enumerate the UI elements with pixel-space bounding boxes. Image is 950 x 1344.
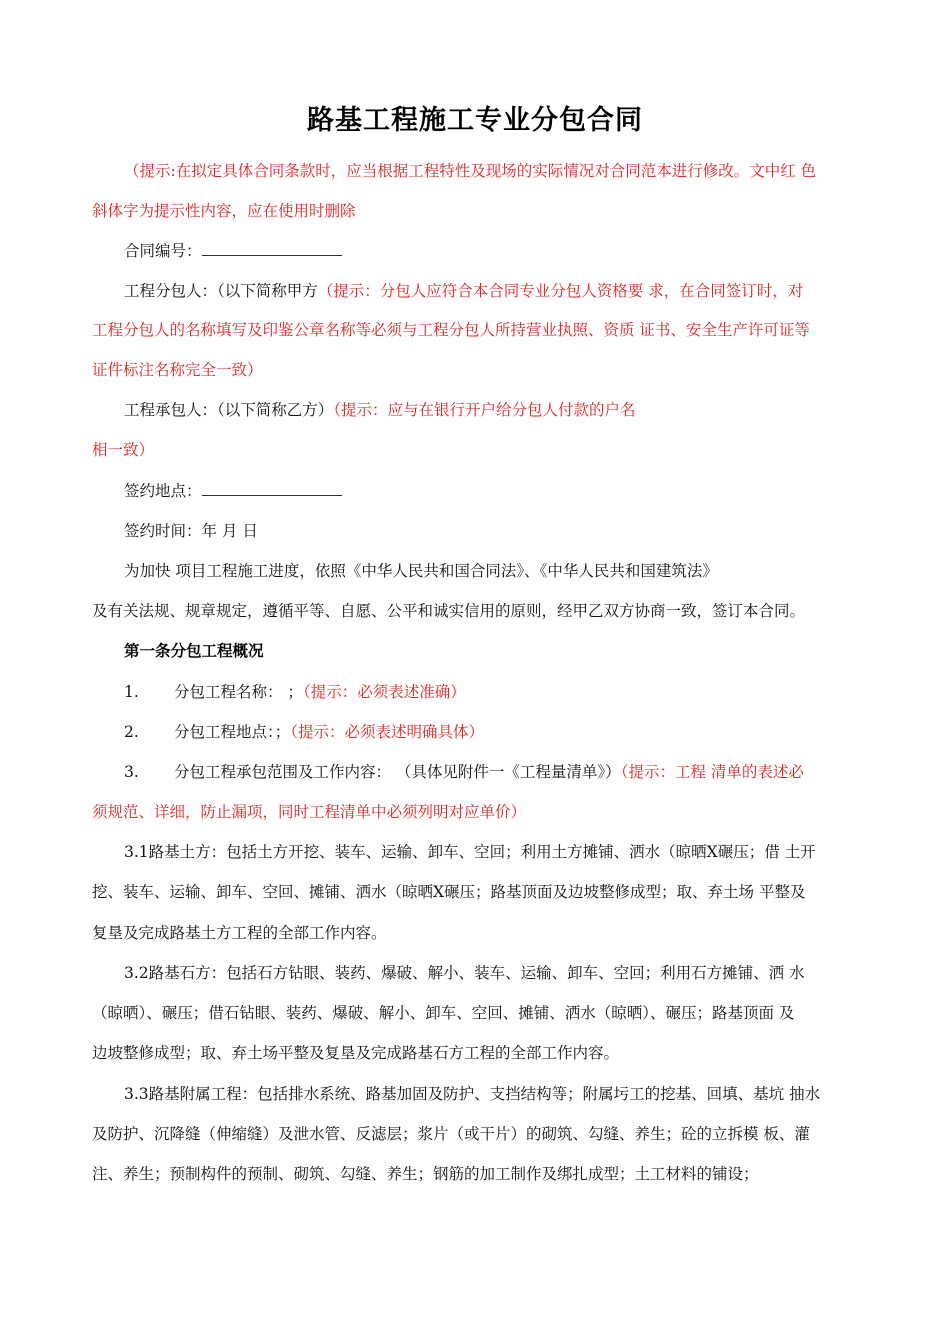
list-item-text: 分包工程名称： ； — [174, 683, 303, 701]
paragraph-3-3-line-2: 及防护、沉降缝（伸缩缝）及泄水管、反滤层；浆片（或干片）的砌筑、勾缝、养生；砼的立拆模 板、灌 — [92, 1125, 810, 1143]
contractor-hint-2: 相一致） — [92, 441, 155, 459]
list-item-hint: （提示：必须表述明确具体） — [290, 723, 485, 741]
paragraph-3-3-line-1: 3.3路基附属工程：包括排水系统、路基加固及防护、支挡结构等；附属圬工的挖基、回填、基坑 抽水 — [124, 1085, 821, 1103]
list-item-number: 1. — [124, 683, 139, 701]
list-item-hint: （提示：工程 清单的表述必 — [620, 763, 804, 781]
paragraph-3-3-line-3: 注、养生；预制构件的预制、砌筑、勾缝、养生；钢筋的加工制作及绑扎成型；土工材料的铺设； — [92, 1165, 759, 1183]
intro-hint-line-2: 斜体字为提示性内容，应在使用时删除 — [92, 202, 356, 220]
paragraph-3-1-line-2: 挖、装车、运输、卸车、空回、摊铺、洒水（晾晒X碾压；路基顶面及边坡整修成型；取、弃土场 平整及 — [92, 883, 806, 901]
paragraph-3-2-line-3: 边坡整修成型；取、弃土场平整及复垦及完成路基石方工程的全部工作内容。 — [92, 1044, 620, 1062]
sign-place-field — [124, 481, 897, 501]
list-item — [124, 762, 897, 782]
subcontractor-label: 工程分包人：（以下简称甲方 — [124, 282, 318, 300]
subcontractor-hint-1: （提示：分包人应符合本合同专业分包人资格要 求，在合同签订时，对 — [317, 282, 804, 300]
document-title: 路基工程施工专业分包合同 — [307, 105, 643, 136]
list-item — [124, 722, 897, 742]
sign-place-label: 签约地点： — [124, 482, 202, 500]
list-item-text: 分包工程承包范围及工作内容： （具体见附件一《工程量清单》） — [174, 763, 621, 781]
section-1-heading: 第一条分包工程概况 — [124, 641, 264, 660]
subcontractor-hint-2: 工程分包人的名称填写及印鉴公章名称等必须与工程分包人所持营业执照、资质 证书、安全生产许可证等 — [92, 321, 810, 339]
subcontractor-hint-3: 证件标注名称完全一致） — [92, 361, 263, 379]
contract-number-label: 合同编号： — [124, 242, 202, 260]
paragraph-3-1-line-3: 复垦及完成路基土方工程的全部工作内容。 — [92, 924, 387, 942]
preamble-line-2: 及有关法规、规章规定，遵循平等、自愿、公平和诚实信用的原则，经甲乙双方协商一致，签订本合同。 — [92, 602, 806, 620]
item-3-hint-line-2: 须规范、详细，防止漏项，同时工程清单中必须列明对应单价） — [92, 803, 527, 821]
list-item-hint: （提示：必须表述准确） — [302, 683, 466, 701]
paragraph-3-2-line-2: （晾晒）、碾压；借石钻眼、装药、爆破、解小、卸车、空回、摊铺、洒水（晾晒）、碾压；路基顶面 及 — [92, 1004, 795, 1022]
contract-number-blank[interactable] — [202, 241, 342, 256]
intro-hint-line-1: （提示:在拟定具体合同条款时，应当根据工程特性及现场的实际情况对合同范本进行修改。文中红 色 — [124, 162, 817, 180]
contractor-line — [124, 400, 897, 420]
contract-number-field — [124, 241, 897, 261]
preamble-line-1: 为加快 项目工程施工进度，依照《中华人民共和国合同法》、《中华人民共和国建筑法》 — [124, 562, 718, 580]
contractor-label: 工程承包人：（以下简称乙方） — [124, 401, 334, 419]
list-item-text: 分包工程地点：； — [174, 723, 291, 741]
paragraph-3-1-line-1: 3.1路基土方：包括土方开挖、装车、运输、卸车、空回；利用土方摊铺、洒水（晾晒X碾压；借 土开 — [124, 843, 816, 861]
subcontractor-line — [124, 281, 897, 301]
sign-place-blank[interactable] — [202, 481, 342, 496]
list-item-number: 2. — [124, 723, 139, 741]
paragraph-3-2-line-1: 3.2路基石方：包括石方钻眼、装药、爆破、解小、装车、运输、卸车、空回；利用石方摊铺、洒 水 — [124, 964, 805, 982]
list-item-number: 3. — [124, 763, 139, 781]
sign-time: 签约时间：年 月 日 — [124, 522, 258, 540]
list-item — [124, 682, 897, 702]
contractor-hint-1: （提示：应与在银行开户给分包人付款的户名 — [333, 401, 636, 419]
